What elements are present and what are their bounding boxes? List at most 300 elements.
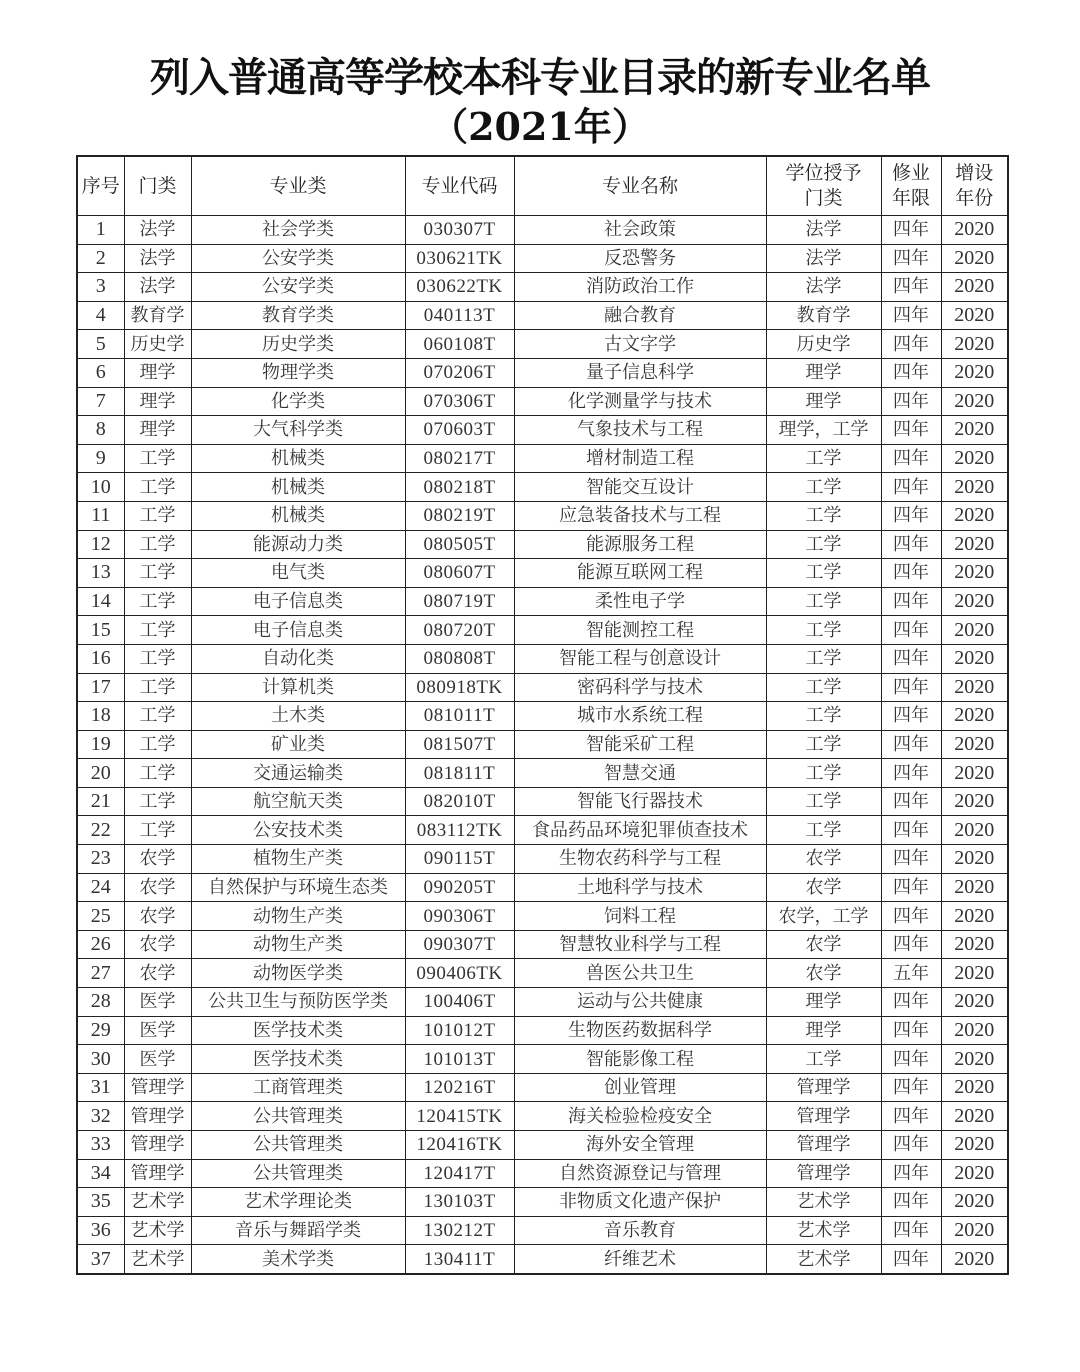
table-row [77,1073,1008,1102]
cell-code: 070603T [405,416,514,445]
cell-duration: 四年 [881,330,941,359]
cell-index: 14 [77,587,124,616]
cell-degree: 历史学 [766,330,881,359]
cell-major-name: 生物农药科学与工程 [514,845,766,874]
cell-major-class: 公共管理类 [191,1159,405,1188]
cell-major-class: 公安技术类 [191,816,405,845]
cell-code: 081011T [405,702,514,731]
cell-index: 27 [77,959,124,988]
cell-major-class: 植物生产类 [191,845,405,874]
cell-index: 24 [77,873,124,902]
cell-degree: 法学 [766,244,881,273]
cell-discipline: 工学 [124,473,191,502]
cell-code: 120417T [405,1159,514,1188]
cell-degree: 农学 [766,959,881,988]
cell-code: 130212T [405,1216,514,1245]
cell-code: 090306T [405,902,514,931]
cell-index: 34 [77,1159,124,1188]
cell-major-name: 柔性电子学 [514,587,766,616]
cell-year: 2020 [941,244,1008,273]
cell-degree: 教育学 [766,301,881,330]
cell-code: 030621TK [405,244,514,273]
cell-degree: 管理学 [766,1102,881,1131]
cell-discipline: 工学 [124,759,191,788]
cell-year: 2020 [941,730,1008,759]
cell-code: 080720T [405,616,514,645]
header-year [941,156,1008,216]
cell-major-class: 机械类 [191,444,405,473]
cell-major-name: 增材制造工程 [514,444,766,473]
cell-degree: 管理学 [766,1159,881,1188]
cell-discipline: 医学 [124,1016,191,1045]
cell-discipline: 医学 [124,988,191,1017]
cell-major-name: 土地科学与技术 [514,873,766,902]
cell-code: 120416TK [405,1131,514,1160]
cell-discipline: 理学 [124,358,191,387]
cell-major-name: 生物医药数据科学 [514,1016,766,1045]
cell-degree: 工学 [766,730,881,759]
cell-major-class: 土木类 [191,702,405,731]
cell-duration: 四年 [881,930,941,959]
cell-duration: 四年 [881,444,941,473]
cell-discipline: 工学 [124,559,191,588]
cell-discipline: 管理学 [124,1159,191,1188]
cell-index: 22 [77,816,124,845]
cell-major-name: 智慧牧业科学与工程 [514,930,766,959]
cell-year: 2020 [941,673,1008,702]
cell-duration: 四年 [881,873,941,902]
cell-discipline: 工学 [124,587,191,616]
cell-major-class: 动物生产类 [191,902,405,931]
cell-year: 2020 [941,444,1008,473]
header-name [514,156,766,216]
cell-major-name: 兽医公共卫生 [514,959,766,988]
cell-discipline: 工学 [124,616,191,645]
table-row [77,358,1008,387]
table-row [77,1045,1008,1074]
cell-discipline: 工学 [124,501,191,530]
cell-major-class: 公共管理类 [191,1131,405,1160]
cell-degree: 艺术学 [766,1216,881,1245]
cell-index: 19 [77,730,124,759]
cell-year: 2020 [941,1016,1008,1045]
table-row [77,816,1008,845]
cell-major-class: 公安学类 [191,244,405,273]
cell-year: 2020 [941,301,1008,330]
cell-discipline: 农学 [124,873,191,902]
cell-duration: 四年 [881,702,941,731]
cell-major-class: 自动化类 [191,644,405,673]
cell-duration: 四年 [881,1245,941,1274]
cell-year: 2020 [941,530,1008,559]
cell-discipline: 历史学 [124,330,191,359]
cell-duration: 四年 [881,845,941,874]
cell-year: 2020 [941,1102,1008,1131]
cell-index: 15 [77,616,124,645]
cell-code: 081507T [405,730,514,759]
table-row [77,559,1008,588]
cell-major-name: 运动与公共健康 [514,988,766,1017]
header-degree-line1: 学位授予 [785,162,862,184]
cell-discipline: 艺术学 [124,1188,191,1217]
table-row [77,1245,1008,1274]
cell-year: 2020 [941,216,1008,245]
cell-year: 2020 [941,330,1008,359]
cell-index: 20 [77,759,124,788]
cell-duration: 四年 [881,759,941,788]
cell-discipline: 农学 [124,845,191,874]
cell-index: 13 [77,559,124,588]
cell-year: 2020 [941,616,1008,645]
cell-year: 2020 [941,1216,1008,1245]
cell-major-name: 海关检验检疫安全 [514,1102,766,1131]
cell-major-class: 工商管理类 [191,1073,405,1102]
table-header [77,156,1008,216]
cell-index: 31 [77,1073,124,1102]
cell-major-class: 动物医学类 [191,959,405,988]
cell-duration: 四年 [881,1045,941,1074]
cell-discipline: 管理学 [124,1131,191,1160]
cell-year: 2020 [941,387,1008,416]
cell-major-class: 历史学类 [191,330,405,359]
cell-code: 070306T [405,387,514,416]
cell-major-class: 音乐与舞蹈学类 [191,1216,405,1245]
cell-degree: 农学 [766,845,881,874]
header-index-label: 序号 [81,174,120,197]
cell-degree: 工学 [766,816,881,845]
cell-year: 2020 [941,845,1008,874]
cell-major-class: 电气类 [191,559,405,588]
cell-discipline: 农学 [124,930,191,959]
cell-index: 1 [77,216,124,245]
cell-index: 35 [77,1188,124,1217]
header-duration-line1: 修业 [891,162,930,184]
cell-degree: 工学 [766,530,881,559]
cell-year: 2020 [941,473,1008,502]
cell-major-name: 音乐教育 [514,1216,766,1245]
cell-degree: 农学 [766,873,881,902]
cell-duration: 四年 [881,902,941,931]
table-row [77,1102,1008,1131]
cell-major-name: 非物质文化遗产保护 [514,1188,766,1217]
cell-discipline: 工学 [124,444,191,473]
cell-degree: 理学 [766,387,881,416]
header-index [77,156,124,216]
cell-code: 090307T [405,930,514,959]
cell-major-name: 智能工程与创意设计 [514,644,766,673]
cell-duration: 四年 [881,1073,941,1102]
cell-duration: 四年 [881,730,941,759]
table-row [77,330,1008,359]
cell-duration: 四年 [881,787,941,816]
cell-degree: 工学 [766,1045,881,1074]
cell-major-name: 反恐警务 [514,244,766,273]
cell-duration: 四年 [881,816,941,845]
cell-major-class: 机械类 [191,501,405,530]
cell-year: 2020 [941,816,1008,845]
cell-degree: 理学 [766,1016,881,1045]
cell-major-class: 化学类 [191,387,405,416]
table-row [77,902,1008,931]
cell-code: 080505T [405,530,514,559]
cell-duration: 四年 [881,301,941,330]
header-discipline-label: 门类 [138,174,177,197]
cell-year: 2020 [941,759,1008,788]
cell-year: 2020 [941,988,1008,1017]
cell-major-name: 融合教育 [514,301,766,330]
cell-discipline: 农学 [124,959,191,988]
header-degree [766,156,881,216]
cell-duration: 四年 [881,587,941,616]
table-row [77,644,1008,673]
cell-degree: 工学 [766,759,881,788]
cell-index: 6 [77,358,124,387]
header-year-line1: 增设 [955,162,994,184]
table-row [77,216,1008,245]
cell-code: 030307T [405,216,514,245]
cell-year: 2020 [941,1045,1008,1074]
cell-year: 2020 [941,644,1008,673]
cell-major-name: 古文字学 [514,330,766,359]
cell-code: 120415TK [405,1102,514,1131]
cell-index: 7 [77,387,124,416]
cell-duration: 四年 [881,1131,941,1160]
cell-code: 060108T [405,330,514,359]
cell-degree: 工学 [766,559,881,588]
cell-major-class: 电子信息类 [191,587,405,616]
cell-major-class: 大气科学类 [191,416,405,445]
cell-code: 080719T [405,587,514,616]
cell-major-class: 社会学类 [191,216,405,245]
cell-major-name: 智能飞行器技术 [514,787,766,816]
cell-year: 2020 [941,416,1008,445]
cell-major-name: 自然资源登记与管理 [514,1159,766,1188]
cell-degree: 理学 [766,988,881,1017]
cell-code: 083112TK [405,816,514,845]
cell-major-class: 美术学类 [191,1245,405,1274]
table-row [77,1016,1008,1045]
cell-degree: 艺术学 [766,1188,881,1217]
cell-major-name: 气象技术与工程 [514,416,766,445]
cell-index: 4 [77,301,124,330]
cell-year: 2020 [941,1188,1008,1217]
cell-year: 2020 [941,1245,1008,1274]
cell-duration: 四年 [881,1016,941,1045]
cell-index: 25 [77,902,124,931]
cell-index: 12 [77,530,124,559]
cell-major-class: 公共卫生与预防医学类 [191,988,405,1017]
cell-duration: 四年 [881,473,941,502]
cell-major-class: 公安学类 [191,273,405,302]
cell-duration: 四年 [881,501,941,530]
header-major-class [191,156,405,216]
cell-index: 2 [77,244,124,273]
cell-degree: 艺术学 [766,1245,881,1274]
cell-major-name: 社会政策 [514,216,766,245]
cell-discipline: 法学 [124,216,191,245]
cell-major-class: 医学技术类 [191,1016,405,1045]
cell-major-class: 计算机类 [191,673,405,702]
cell-major-name: 化学测量学与技术 [514,387,766,416]
table-row [77,959,1008,988]
table-row [77,673,1008,702]
cell-duration: 四年 [881,273,941,302]
table-row [77,845,1008,874]
cell-discipline: 理学 [124,387,191,416]
cell-year: 2020 [941,559,1008,588]
cell-major-name: 城市水系统工程 [514,702,766,731]
cell-degree: 管理学 [766,1073,881,1102]
cell-index: 28 [77,988,124,1017]
cell-code: 070206T [405,358,514,387]
cell-year: 2020 [941,501,1008,530]
cell-code: 081811T [405,759,514,788]
cell-discipline: 艺术学 [124,1245,191,1274]
cell-index: 18 [77,702,124,731]
header-discipline [124,156,191,216]
table-row [77,473,1008,502]
cell-major-class: 动物生产类 [191,930,405,959]
table-row [77,616,1008,645]
cell-code: 080217T [405,444,514,473]
cell-index: 5 [77,330,124,359]
cell-code: 101013T [405,1045,514,1074]
cell-major-name: 智能影像工程 [514,1045,766,1074]
cell-major-name: 量子信息科学 [514,358,766,387]
cell-discipline: 艺术学 [124,1216,191,1245]
cell-degree: 工学 [766,473,881,502]
cell-major-name: 密码科学与技术 [514,673,766,702]
header-duration-line2: 年限 [891,187,930,209]
cell-index: 36 [77,1216,124,1245]
cell-year: 2020 [941,273,1008,302]
cell-code: 040113T [405,301,514,330]
cell-index: 26 [77,930,124,959]
cell-major-name: 消防政治工作 [514,273,766,302]
cell-degree: 理学 [766,358,881,387]
cell-index: 3 [77,273,124,302]
cell-code: 090406TK [405,959,514,988]
cell-code: 080218T [405,473,514,502]
cell-discipline: 工学 [124,702,191,731]
cell-year: 2020 [941,787,1008,816]
cell-code: 080918TK [405,673,514,702]
cell-index: 9 [77,444,124,473]
cell-major-class: 矿业类 [191,730,405,759]
cell-major-class: 交通运输类 [191,759,405,788]
cell-discipline: 工学 [124,816,191,845]
cell-major-class: 电子信息类 [191,616,405,645]
table-row [77,1216,1008,1245]
cell-degree: 农学 [766,930,881,959]
cell-discipline: 工学 [124,730,191,759]
table-body [77,216,1008,1274]
cell-year: 2020 [941,1131,1008,1160]
table-row [77,873,1008,902]
cell-discipline: 管理学 [124,1102,191,1131]
table-row [77,301,1008,330]
cell-major-name: 海外安全管理 [514,1131,766,1160]
cell-major-class: 艺术学理论类 [191,1188,405,1217]
cell-duration: 四年 [881,387,941,416]
header-degree-line2: 门类 [804,187,843,209]
cell-major-name: 创业管理 [514,1073,766,1102]
cell-code: 120216T [405,1073,514,1102]
header-code-label: 专业代码 [421,174,498,197]
table-row [77,787,1008,816]
cell-degree: 工学 [766,444,881,473]
cell-year: 2020 [941,930,1008,959]
table-row [77,530,1008,559]
cell-major-name: 食品药品环境犯罪侦查技术 [514,816,766,845]
cell-discipline: 医学 [124,1045,191,1074]
table-row [77,930,1008,959]
table-row [77,759,1008,788]
cell-degree: 工学 [766,501,881,530]
cell-major-class: 医学技术类 [191,1045,405,1074]
cell-index: 32 [77,1102,124,1131]
cell-major-class: 自然保护与环境生态类 [191,873,405,902]
cell-discipline: 法学 [124,244,191,273]
cell-duration: 四年 [881,559,941,588]
header-major-class-label: 专业类 [269,174,327,197]
cell-discipline: 教育学 [124,301,191,330]
cell-code: 090115T [405,845,514,874]
cell-code: 101012T [405,1016,514,1045]
cell-index: 37 [77,1245,124,1274]
cell-duration: 四年 [881,358,941,387]
cell-discipline: 工学 [124,673,191,702]
cell-degree: 工学 [766,616,881,645]
cell-duration: 五年 [881,959,941,988]
cell-major-class: 航空航天类 [191,787,405,816]
cell-duration: 四年 [881,988,941,1017]
table-row [77,501,1008,530]
cell-year: 2020 [941,959,1008,988]
cell-code: 130411T [405,1245,514,1274]
cell-major-name: 智能采矿工程 [514,730,766,759]
document-title: 列入普通高等学校本科专业目录的新专业名单 [150,54,930,101]
cell-index: 33 [77,1131,124,1160]
cell-code: 080219T [405,501,514,530]
cell-duration: 四年 [881,1188,941,1217]
cell-index: 10 [77,473,124,502]
cell-major-name: 饲料工程 [514,902,766,931]
cell-discipline: 法学 [124,273,191,302]
cell-discipline: 农学 [124,902,191,931]
cell-discipline: 理学 [124,416,191,445]
cell-major-class: 能源动力类 [191,530,405,559]
cell-duration: 四年 [881,1216,941,1245]
table-row [77,416,1008,445]
cell-major-class: 物理学类 [191,358,405,387]
cell-code: 080808T [405,644,514,673]
table-row [77,273,1008,302]
cell-code: 082010T [405,787,514,816]
table-row [77,1188,1008,1217]
cell-index: 8 [77,416,124,445]
header-name-label: 专业名称 [601,174,678,197]
cell-major-name: 纤维艺术 [514,1245,766,1274]
cell-code: 100406T [405,988,514,1017]
cell-index: 11 [77,501,124,530]
cell-major-class: 教育学类 [191,301,405,330]
cell-index: 21 [77,787,124,816]
cell-year: 2020 [941,1159,1008,1188]
cell-duration: 四年 [881,530,941,559]
table-row [77,587,1008,616]
cell-discipline: 工学 [124,787,191,816]
